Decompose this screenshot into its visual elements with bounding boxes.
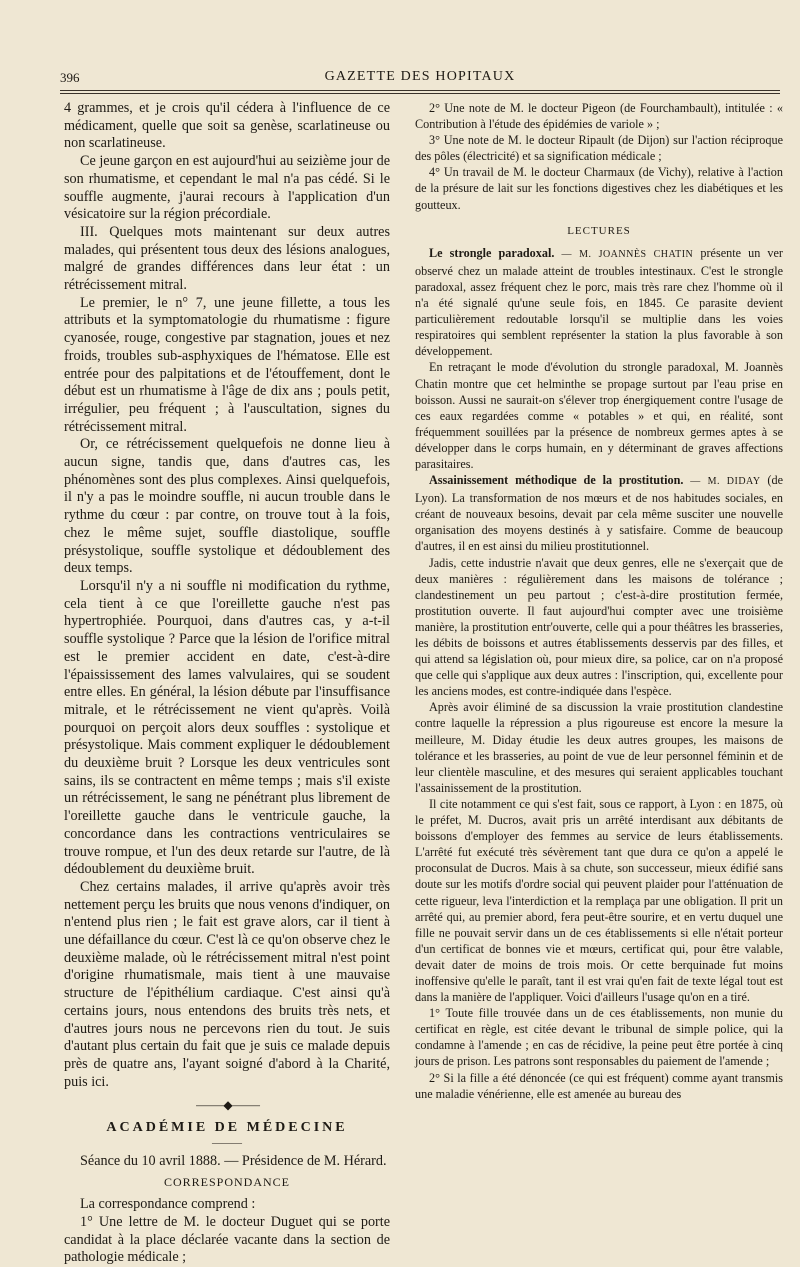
list-item: 2° Une note de M. le docteur Pigeon (de Fourchambault), intitulée : « Contribution à l'étude des épidémies de variole » ; [415,101,783,132]
paragraph: III. Quelques mots maintenant sur deux autres malades, qui présentent tous deux des lésions analogues, malgré de grandes différences dans leur état : un rétrécissement mitral. [64,223,390,294]
section-title: ACADÉMIE DE MÉDECINE [106,1120,348,1136]
paragraph: En retraçant le mode d'évolution du strongle paradoxal, M. Joannès Chatin montre que cet helminthe se propage surtout par l'eau prise en boisson. Aussi ne saurait-on s'élever trop énergiquement contre l'usage de ces eaux regardées comme « potables » et qui, en réalité, sont fréquemment souillées par la présence de nombreux germes aptes à se développer dans le corps humain, en y déterminant de graves affections parasitaires. [415,360,783,471]
paragraph: 1° Toute fille trouvée dans un de ces établissements, non munie du certificat en règle, est citée devant le tribunal de simple police, qui la condamne à l'amende ; en cas de récidive, la peine peut être portée à cinq jours de prison. Les patrons sont responsables du paiement de l'amende ; [415,1006,783,1069]
article-author: — M. JOANNÈS CHATIN [561,248,694,260]
paragraph: Après avoir éliminé de sa discussion la vraie prostitution clandestine contre laquelle la répression a plus rigoureuse est encore la mesure la meilleure, M. Diday étudie les deux autres groupes, les maisons de tolérance et les brasseries, au point de vue de leur personnel féminin et de leur clientèle masculine, et des mesures qui seraient applicables touchant l'assainissement de la prostitution. [415,700,783,795]
running-title: GAZETTE DES HOPITAUX [324,69,516,84]
paragraph: Jadis, cette industrie n'avait que deux genres, elle ne s'exerçait que de deux manières : régulièrement dans les maisons de tolérance ; clandestinement un peu partout ; c'est-à-dire prostitution fermée, prostitution ouverte. Il faut aujourd'hui compter avec une troisième manière, la prostitution entr'ouverte, celle qui a pour théâtres les brasseries, les débits de boissons et autres établissements desservis par des filles, et qui attend sa législation où, pour mieux dire, sa police, car on n'a proposé que celle qui s'applique aux deux autres : l'inscription, qui, excellente pour les anciens modes, est contre-indiquée dans l'espèce. [415,555,783,699]
article-title: Assainissement méthodique de la prostitution. [429,473,684,488]
paragraph: Le premier, le n° 7, une jeune fillette, a tous les attributs et la symptomatologie du rhumatisme : figure cyanosée, rouge, congestive par stagnation, joues et nez froids, troubles sub-asphyxiques de l'hématose. Elle est entrée pour des palpitations et de l'étouffement, dont le début est un rhumatisme à l'âge de dix ans ; pouls petit, irrégulier, peu fréquent ; à l'auscultation, signes du rétrécissement mitral. [64,294,390,435]
header-rule-double [60,93,780,94]
paragraph: Il cite notamment ce qui s'est fait, sous ce rapport, à Lyon : en 1875, où le préfet, M. Ducros, avait pris un arrêté interdisant aux débitants de boissons d'employer des femmes au service de leurs établissements. L'arrêté fut exécuté très sévèrement tant que dura ce qu'on a appelé le proconsulat de Ducros. Mais à sa chute, son successeur, mieux édifié sans doute sur les motifs d'ordre social qui peuvent plaider pour l'atténuation de cette rigueur, leva l'interdiction et la remplaça par une obligation. Il prit un arrêté qui, au premier abord, fera peut-être sourire, et en vertu duquel une fille ne pouvait servir dans un de ces établissements si elle n'était porteur d'un certificat de bonnes vie et mœurs, certificat qui, pour être valable, devait dater de moins de trois mois. Or cette berquinade fut moins inoffensive qu'elle le paraît, tant il est vrai qu'en fait de texte légal tout est dans la manière de l'appliquer. Voici d'ailleurs l'usage qu'on en a tiré. [415,796,783,1005]
section-underline: ——— [212,1137,242,1149]
paragraph: 1° Une lettre de M. le docteur Duguet qui se porte candidat à la place déclarée vacante dans la section de pathologie médicale ; [64,1213,390,1266]
article-title: Le strongle paradoxal. [429,245,555,260]
left-column [64,100,390,1267]
lectures-heading: LECTURES [567,224,631,237]
list-item: 3° Une note de M. le docteur Ripault (de Dijon) sur l'action réciproque des pôles (électricité) et sa signification médicale ; [415,133,783,164]
paragraph: 4 grammes, et je crois qu'il cédera à l'influence de ce médicament, quelle que soit sa genèse, scarlatineuse ou non scarlatineuse. [64,100,390,152]
page-number: 396 [60,70,80,85]
page-header [60,70,780,92]
article-author: — M. DIDAY [690,476,761,488]
paragraph: La correspondance comprend : [80,1196,256,1213]
article-assainissement [415,472,783,554]
list-item: 4° Un travail de M. le docteur Charmaux (de Vichy), relative à l'action de la présure de lait sur les fonctions digestives chez les diabétiques et les goutteux. [415,165,783,212]
paragraph: 2° Si la fille a été dénoncée (ce qui est fréquent) comme ayant transmis une maladie vénérienne, elle est amenée au bureau des [415,1070,783,1101]
paragraph: Or, ce rétrécissement quelquefois ne donne lieu à aucun signe, tandis que, dans d'autres cas, les phénomènes sont des plus complexes. Ainsi quelquefois, il n'y a pas le moindre souffle, ni aucun trouble dans le rythme du cœur : par contre, on trouve tout à la fois, chez le même sujet, souffle diastolique, souffle présystolique, souffle systolique et dédoublement des deux temps. [64,436,390,577]
article-strongle [415,245,783,360]
article-text: (de Lyon). La transformation de nos mœurs et de nos habitudes sociales, en créant de nouveaux besoins, devait par cela même susciter une nouvelle organisation des moyens destinés à y satisfaire. Comme de beaucoup d'autres, il en est ainsi du milieu prostitutionnel. [415,473,783,554]
paragraph: Lorsqu'il n'y a ni souffle ni modification du rythme, cela tient à ce que l'oreillette gauche n'est pas hypertrophiée. Pourquoi, dans d'autres cas, y a-t-il souffle systolique ? Parce que la lésion de l'orifice mitral est le premier accident en date, c'est-à-dire l'épaississement des lames valvulaires, qui se soudent entre elles. En général, la lésion débute par l'insuffisance mitrale, et le rétrécissement ne vient qu'après. Voilà pourquoi on perçoit alors deux souffles : systolique et présystolique. Mais comment expliquer le dédoublement du deuxième bruit ? Lorsque les deux ventricules sont sains, ils se contractent en même temps ; mais s'il existe un rétrécissement, le sang ne pénétrant plus librement de l'oreillette gauche dans le ventricule gauche, la concordance dans les contractions ventriculaires se trouve rompue, et l'un des deux retarde sur l'autre, de là dédoublement du deuxième bruit. [64,577,390,878]
section-ornament: ⸻◆⸻ [195,1098,259,1113]
paragraph: Chez certains malades, il arrive qu'après avoir très nettement perçu les bruits que nous venons d'indiquer, on n'entend plus rien ; le fait est grave alors, car il tient à une défaillance du cœur. C'est là ce qu'on observe chez le deuxième malade, où le rétrécissement mitral n'est point d'origine rhumatismale, mais tient à une mauvaise structure de l'épithélium cardiaque. C'est ainsi qu'à certains jours, nous entendons des bruits très nets, et d'autres jours nous ne percevons rien du tout. Je suis d'autant plus certain du fait que je suis ce malade depuis près de quatre ans, l'ayant soigné d'abord à la Charité, puis ici. [64,878,390,1090]
paragraph: Ce jeune garçon en est aujourd'hui au seizième jour de son rhumatisme, et cependant le mal n'a pas cédé. Si le souffle augmente, j'aurai recours à l'application d'un vésicatoire sur la région précordiale. [64,153,390,223]
right-column [415,100,783,1102]
session-line: Séance du 10 avril 1888. — Présidence de M. Hérard. [80,1152,387,1169]
header-rule [60,90,780,91]
article-text: présente un ver observé chez un malade atteint de troubles intestinaux. C'est le strongle paradoxal, assez fréquent chez le porc, mais très rare chez l'homme où il n'a été signalé qu'une seule fois, en 1845. Ce parasite devient particulièrement redoutable lorsqu'il se multiplie dans les voies respiratoires qui semblent représenter la station la plus favorable à son développement. [415,245,783,359]
subsection-title: CORRESPONDANCE [163,1175,291,1190]
